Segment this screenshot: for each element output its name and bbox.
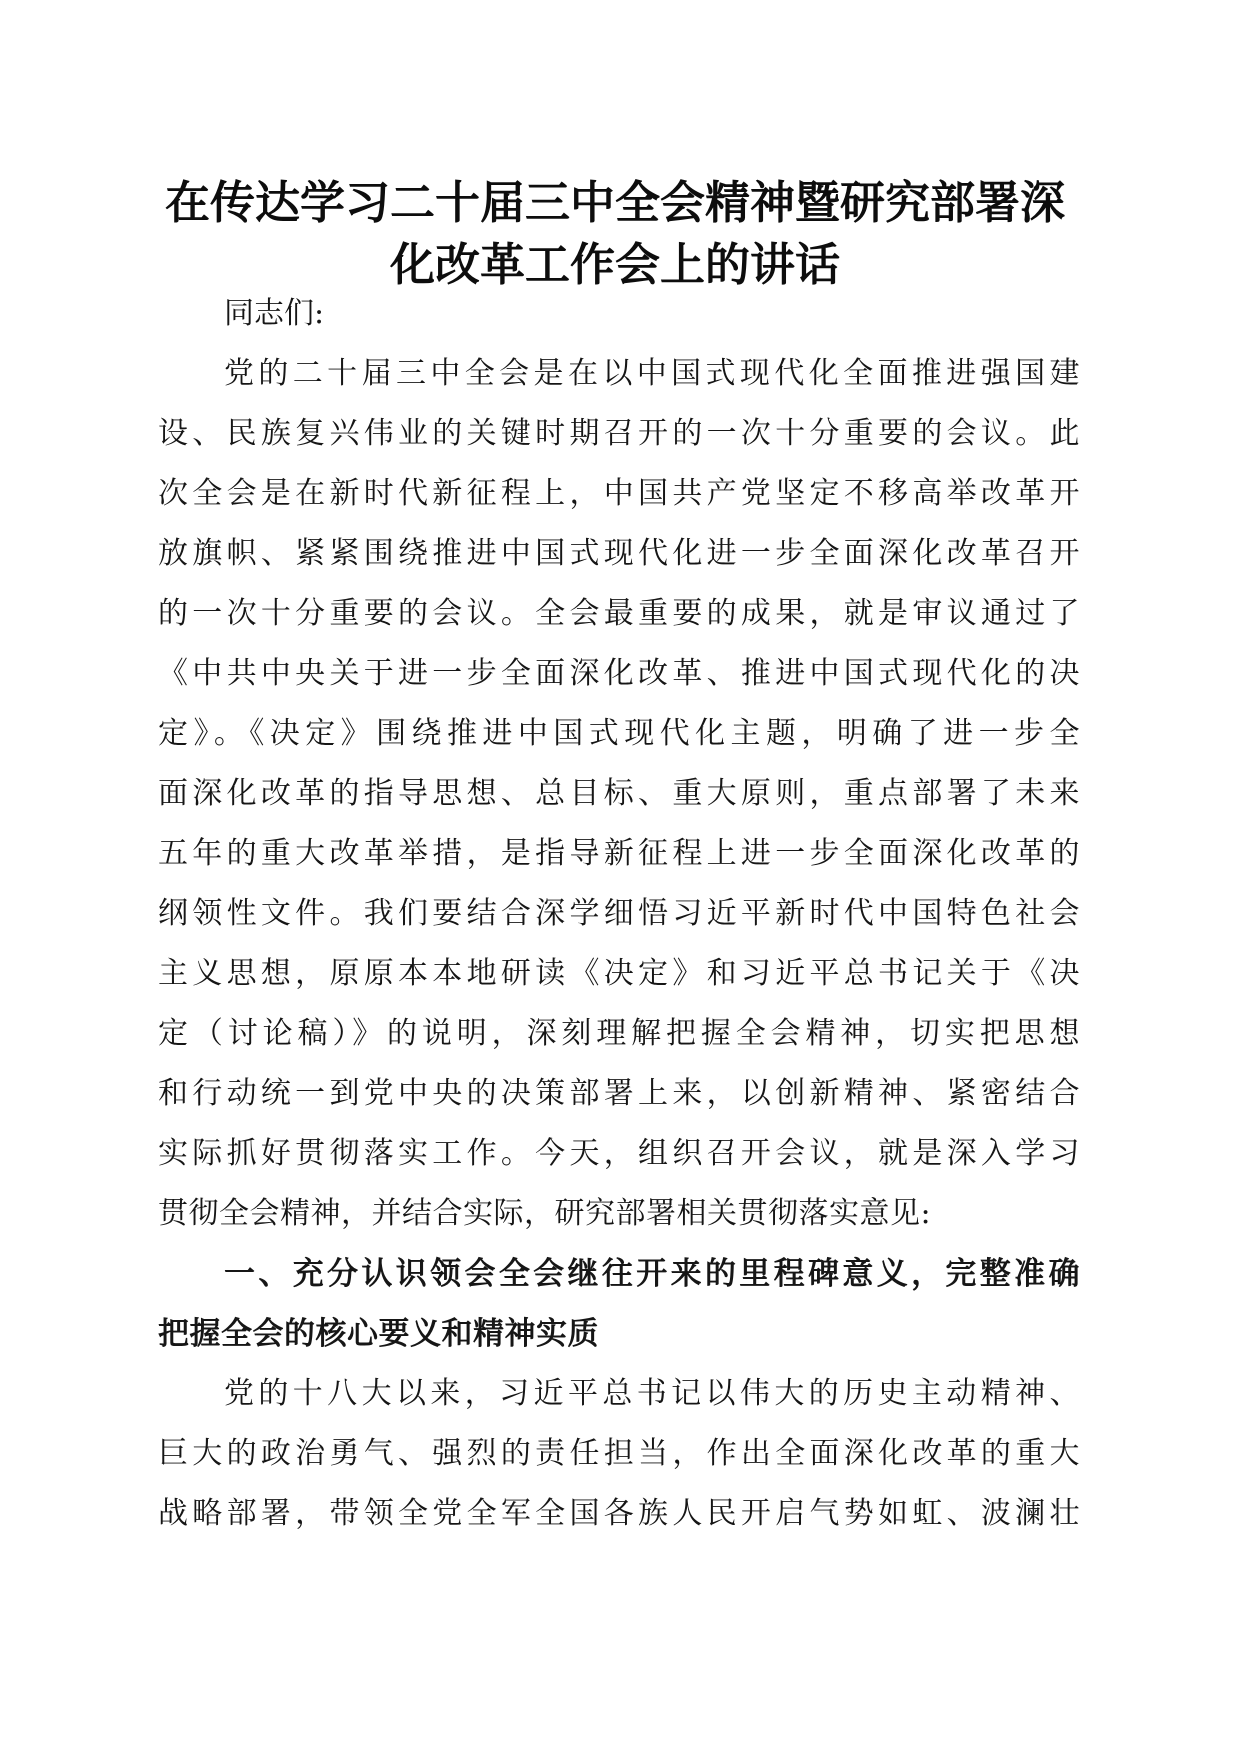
paragraph-line: 战略部署，带领全党全军全国各族人民开启气势如虹、波澜壮 <box>158 1496 1080 1531</box>
paragraph-line: 贯彻全会精神，并结合实际，研究部署相关贯彻落实意见: <box>158 1196 932 1231</box>
paragraph-section-1 <box>158 1364 1080 1544</box>
paragraph-line: 主义思想，原原本本地研读《决定》和习近平总书记关于《决 <box>158 956 1080 991</box>
paragraph-line: 党的十八大以来，习近平总书记以伟大的历史主动精神、 <box>224 1376 1080 1411</box>
paragraph-line: 定》。《决定》围绕推进中国式现代化主题，明确了进一步全 <box>158 716 1080 751</box>
paragraph-line: 五年的重大改革举措，是指导新征程上进一步全面深化改革的 <box>158 836 1080 871</box>
section-heading-1 <box>158 1244 1080 1364</box>
heading-line: 把握全会的核心要义和精神实质 <box>158 1316 599 1352</box>
paragraph-line: 纲领性文件。我们要结合深学细悟习近平新时代中国特色社会 <box>158 896 1080 931</box>
paragraph-line: 《中共中央关于进一步全面深化改革、推进中国式现代化的决 <box>158 656 1080 691</box>
paragraph-intro <box>158 344 1080 1244</box>
title-line: 在传达学习二十届三中全会精神暨研究部署深 <box>164 176 1065 229</box>
paragraph-line: 次全会是在新时代新征程上，中国共产党坚定不移高举改革开 <box>158 476 1080 511</box>
paragraph-line: 设、民族复兴伟业的关键时期召开的一次十分重要的会议。此 <box>158 416 1080 451</box>
paragraph-line: 巨大的政治勇气、强烈的责任担当，作出全面深化改革的重大 <box>158 1436 1080 1471</box>
salutation: 同志们: <box>224 296 325 331</box>
document-body <box>158 284 1080 1544</box>
paragraph-line: 和行动统一到党中央的决策部署上来，以创新精神、紧密结合 <box>158 1076 1080 1111</box>
title-line: 化改革工作会上的讲话 <box>389 238 840 291</box>
paragraph-line: 面深化改革的指导思想、总目标、重大原则，重点部署了未来 <box>158 776 1080 811</box>
paragraph-line: 党的二十届三中全会是在以中国式现代化全面推进强国建 <box>224 356 1080 391</box>
paragraph-line: 实际抓好贯彻落实工作。今天，组织召开会议，就是深入学习 <box>158 1136 1080 1171</box>
document-title <box>150 172 1080 296</box>
paragraph-line: 的一次十分重要的会议。全会最重要的成果，就是审议通过了 <box>158 596 1080 631</box>
paragraph-line: 放旗帜、紧紧围绕推进中国式现代化进一步全面深化改革召开 <box>158 536 1080 571</box>
paragraph-line: 定（讨论稿）》的说明，深刻理解把握全会精神，切实把思想 <box>158 1016 1080 1051</box>
heading-line: 一、充分认识领会全会继往开来的里程碑意义，完整准确 <box>224 1256 1080 1292</box>
